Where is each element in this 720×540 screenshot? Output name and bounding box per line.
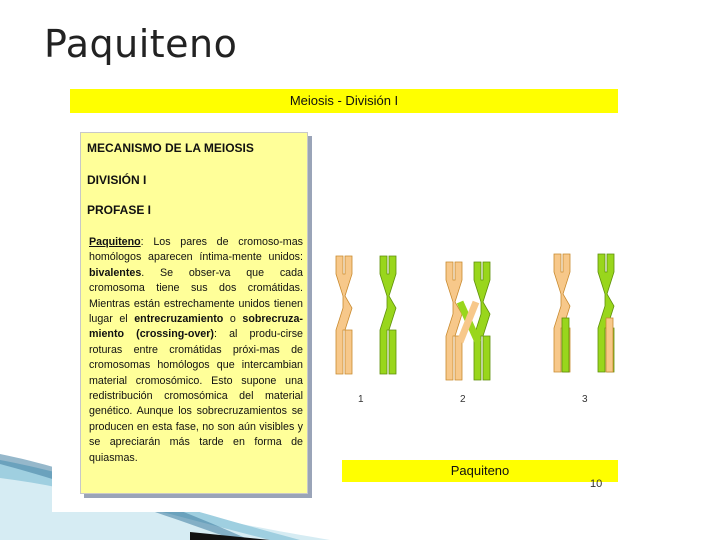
text-panel bbox=[80, 132, 308, 494]
panel-heading-mechanism: MECANISMO DE LA MEIOSIS bbox=[87, 141, 254, 155]
panel-heading-prophase: PROFASE I bbox=[87, 203, 152, 217]
description-text: : Los pares de cromoso-mas homólogos aparecen íntima-mente unidos: bbox=[89, 236, 303, 264]
stage-label-2: 2 bbox=[460, 394, 466, 405]
chromosome-diagram bbox=[310, 240, 620, 410]
pair-stage-3 bbox=[554, 254, 614, 372]
slide-title: Paquiteno bbox=[44, 22, 238, 66]
pair-stage-2 bbox=[446, 262, 490, 380]
page-number: 10 bbox=[590, 478, 603, 490]
term-bivalentes: bivalentes bbox=[89, 266, 142, 279]
stage-label-1: 1 bbox=[358, 394, 364, 405]
panel-description bbox=[89, 235, 303, 466]
description-text: o bbox=[223, 313, 243, 326]
term-entrecruzamiento: entrecruzamiento bbox=[134, 313, 224, 326]
description-text: : al produ-cirse roturas entre cromátidas próxi-mas de cromosomas homólogos que intercambian material cromosómico. Esto supone una redistribución cromosómica del material genético. Aunque los sobrecruzamientos se producen en esta fase, no son aún visibles y se apreciarán más tarde en forma de quiasmas. bbox=[89, 328, 303, 464]
stage-label-3: 3 bbox=[582, 394, 588, 405]
description-text: . Se obser-va que cada cromosoma tiene sus dos cromátidas. Mientras están estrechamente unidos tienen lugar el bbox=[89, 266, 303, 326]
term-paquiteno: Paquiteno bbox=[89, 236, 141, 248]
panel-heading-division: DIVISIÓN I bbox=[87, 173, 147, 187]
term-sobrecruzamiento: sobrecruza-miento (crossing-over) bbox=[89, 313, 303, 341]
figure-banner: Meiosis - División I bbox=[70, 89, 618, 113]
figure-caption: Paquiteno bbox=[342, 460, 618, 482]
pair-stage-1 bbox=[336, 256, 396, 374]
